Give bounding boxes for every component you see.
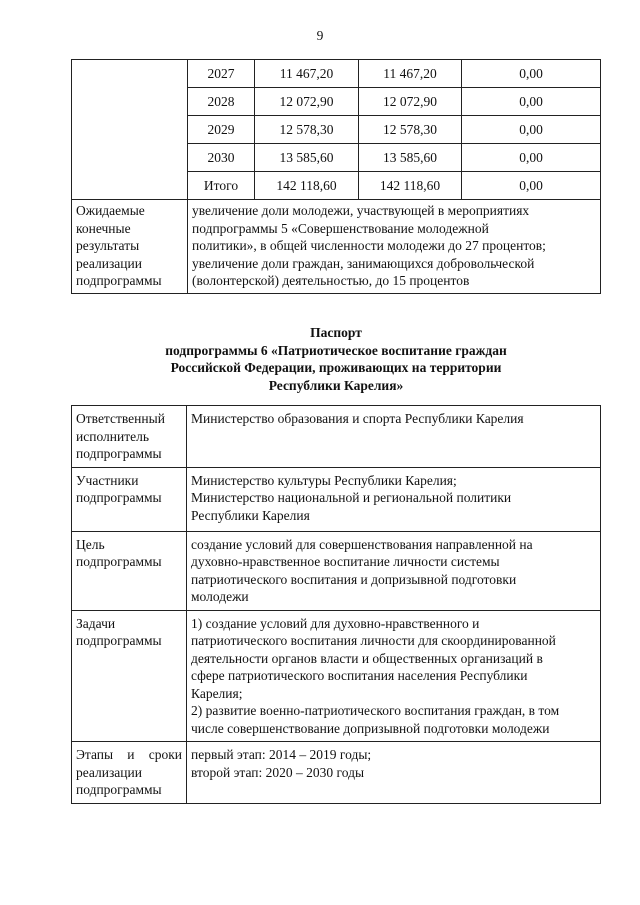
heading-line: Паспорт: [310, 325, 362, 340]
finance-table: [71, 59, 601, 294]
label-line: результаты: [76, 238, 140, 253]
expected-results-row: [72, 200, 601, 294]
passport-row: [72, 610, 601, 742]
label-line: подпрограммы: [76, 633, 162, 648]
label-line: Ответственный: [76, 411, 165, 426]
label-line: подпрограммы: [76, 490, 162, 505]
text-line: Министерство образования и спорта Республики Карелия: [191, 411, 524, 426]
text-line: молодежи: [191, 589, 249, 604]
passport-row: [72, 467, 601, 531]
heading-line: Республики Карелия»: [268, 377, 404, 393]
row-label: [72, 406, 187, 468]
total-cell: 142 118,60: [255, 172, 359, 200]
other-cell: 0,00: [462, 88, 601, 116]
text-line: политики», в общей численности молодежи до 27 процентов;: [192, 238, 546, 253]
budget-cell: 12 072,90: [359, 88, 462, 116]
label-line: подпрограммы: [76, 782, 162, 797]
label-line: Задачи: [76, 615, 116, 631]
text-line: создание условий для совершенствования направленной на: [191, 536, 533, 552]
table-row: [72, 116, 601, 144]
text-line: первый этап: 2014 – 2019 годы;: [191, 747, 372, 762]
label-line: исполнитель: [76, 428, 149, 444]
row-content: [187, 742, 601, 804]
budget-cell: 13 585,60: [359, 144, 462, 172]
row-content: [187, 531, 601, 610]
text-line: увеличение доли граждан, занимающихся добровольческой: [192, 255, 535, 271]
text-line: 2) развитие военно-патриотического воспитания граждан, в том: [191, 703, 560, 718]
passport-row: [72, 531, 601, 610]
text-line: увеличение доли молодежи, участвующей в мероприятиях: [192, 203, 530, 218]
passport-row: [72, 406, 601, 468]
text-line: патриотического воспитания и допризывной подготовки: [191, 571, 517, 587]
text-line: Республики Карелия: [191, 507, 310, 523]
page-number: 9: [316, 28, 324, 43]
label-word: и: [127, 747, 135, 762]
other-cell: 0,00: [462, 172, 601, 200]
text-line: числе совершенствование допризывной подготовки молодежи: [191, 720, 550, 736]
text-line: деятельности органов власти и общественных организаций в: [191, 650, 543, 666]
text-line: Министерство национальной и региональной политики: [191, 490, 512, 505]
label-line: реализации: [76, 255, 142, 271]
table-row: [72, 60, 601, 88]
label-line: конечные: [76, 220, 131, 236]
label-line: Цель: [76, 536, 105, 552]
table-row: [72, 144, 601, 172]
heading-line: подпрограммы 6 «Патриотическое воспитание граждан: [165, 342, 507, 358]
empty-label-cell: [72, 88, 188, 116]
expected-results-label: [72, 200, 188, 294]
total-cell: 12 578,30: [255, 116, 359, 144]
row-label: [72, 742, 187, 804]
row-content: [187, 467, 601, 531]
passport-table: [71, 405, 601, 804]
budget-cell: 142 118,60: [359, 172, 462, 200]
heading-line: Российской Федерации, проживающих на территории: [170, 360, 502, 375]
empty-label-cell: [72, 116, 188, 144]
text-line: 1) создание условий для духовно-нравственного и: [191, 615, 480, 631]
row-label: [72, 531, 187, 610]
year-cell: 2029: [188, 116, 255, 144]
text-line: Карелия;: [191, 685, 243, 701]
empty-label-cell: [72, 172, 188, 200]
year-cell: 2028: [188, 88, 255, 116]
total-cell: 13 585,60: [255, 144, 359, 172]
row-label: [72, 467, 187, 531]
passport-heading: [71, 324, 601, 394]
label-line: подпрограммы: [76, 446, 162, 461]
row-label: [72, 610, 187, 742]
row-content: [187, 406, 601, 468]
label-word: Этапы: [76, 747, 114, 762]
total-cell: 12 072,90: [255, 88, 359, 116]
budget-cell: 11 467,20: [359, 60, 462, 88]
other-cell: 0,00: [462, 144, 601, 172]
row-content: [187, 610, 601, 742]
empty-label-cell: [72, 60, 188, 88]
label-word: сроки: [148, 747, 182, 762]
text-line: духовно-нравственное воспитание личности системы: [191, 554, 500, 569]
text-line: сфере патриотического воспитания населения Республики: [191, 668, 528, 683]
label-line: Участники: [76, 472, 139, 488]
total-cell: 11 467,20: [255, 60, 359, 88]
label-line: Ожидаемые: [76, 203, 145, 218]
text-line: патриотического воспитания личности для скоординированной: [191, 633, 556, 648]
other-cell: 0,00: [462, 116, 601, 144]
expected-results-text: [188, 200, 601, 294]
label-line: реализации: [76, 764, 142, 780]
text-line: (волонтерской) деятельностью, до 15 процентов: [192, 273, 470, 288]
text-line: второй этап: 2020 – 2030 годы: [191, 764, 365, 780]
label-line: подпрограммы: [76, 273, 162, 288]
text-line: Министерство культуры Республики Карелия;: [191, 472, 457, 488]
budget-cell: 12 578,30: [359, 116, 462, 144]
year-cell: 2027: [188, 60, 255, 88]
year-cell: 2030: [188, 144, 255, 172]
empty-label-cell: [72, 144, 188, 172]
year-cell: Итого: [188, 172, 255, 200]
passport-row: [72, 742, 601, 804]
label-line: [76, 746, 182, 764]
table-row: [72, 88, 601, 116]
other-cell: 0,00: [462, 60, 601, 88]
label-line: подпрограммы: [76, 554, 162, 569]
text-line: подпрограммы 5 «Совершенствование молодежной: [192, 220, 489, 236]
table-row-total: [72, 172, 601, 200]
